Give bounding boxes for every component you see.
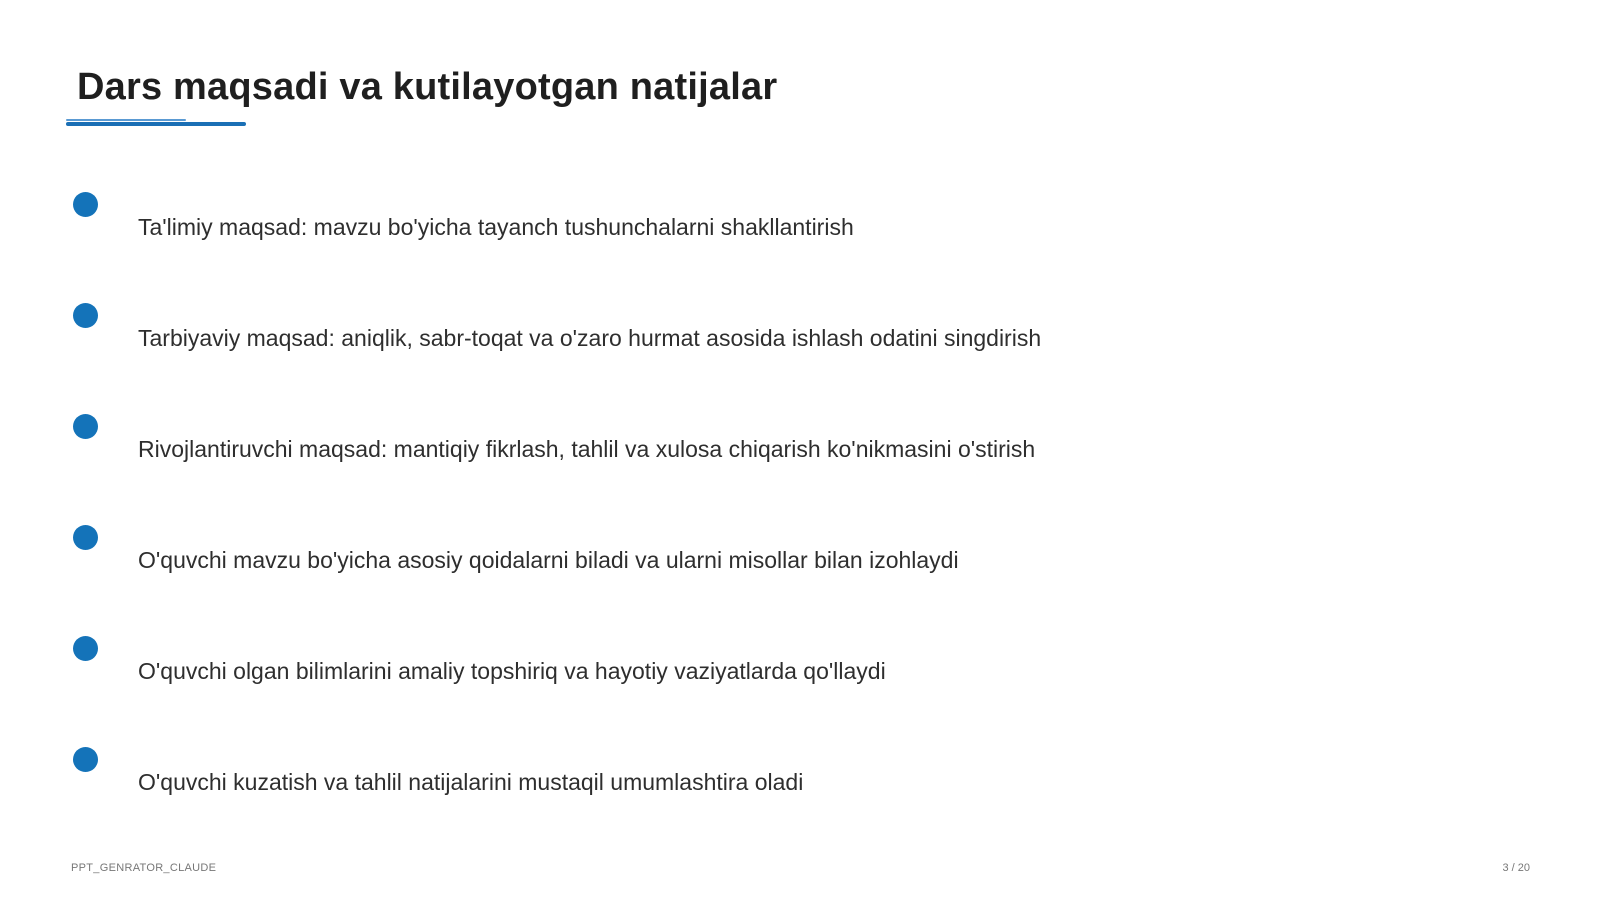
bullet-dot-icon — [73, 192, 98, 217]
slide-title: Dars maqsadi va kutilayotgan natijalar — [77, 66, 778, 108]
list-item — [73, 747, 1373, 807]
list-item — [73, 303, 1373, 363]
bullet-dot-icon — [73, 414, 98, 439]
bullet-text: Tarbiyaviy maqsad: aniqlik, sabr-toqat va o'zaro hurmat asosida ishlash odatini singdirish — [138, 325, 1042, 351]
bullet-dot-icon — [73, 525, 98, 550]
bullet-text: O'quvchi kuzatish va tahlil natijalarini mustaqil umumlashtira oladi — [138, 769, 804, 795]
bullet-dot-icon — [73, 303, 98, 328]
bullet-text: Ta'limiy maqsad: mavzu bo'yicha tayanch tushunchalarni shakllantirish — [138, 214, 854, 240]
bullet-dot-icon — [73, 636, 98, 661]
bullet-dot-icon — [73, 747, 98, 772]
list-item — [73, 414, 1373, 474]
bullet-text: O'quvchi olgan bilimlarini amaliy topshiriq va hayotiy vaziyatlarda qo'llaydi — [138, 658, 886, 684]
footer-generator-label: PPT_GENRATOR_CLAUDE — [71, 862, 217, 874]
bullet-text: O'quvchi mavzu bo'yicha asosiy qoidalarni biladi va ularni misollar bilan izohlaydi — [138, 547, 959, 573]
page-indicator: 3 / 20 — [1502, 862, 1530, 874]
list-item — [73, 192, 1373, 252]
list-item — [73, 525, 1373, 585]
list-item — [73, 636, 1373, 696]
bullet-text: Rivojlantiruvchi maqsad: mantiqiy fikrlash, tahlil va xulosa chiqarish ko'nikmasini o'stirish — [138, 436, 1036, 462]
